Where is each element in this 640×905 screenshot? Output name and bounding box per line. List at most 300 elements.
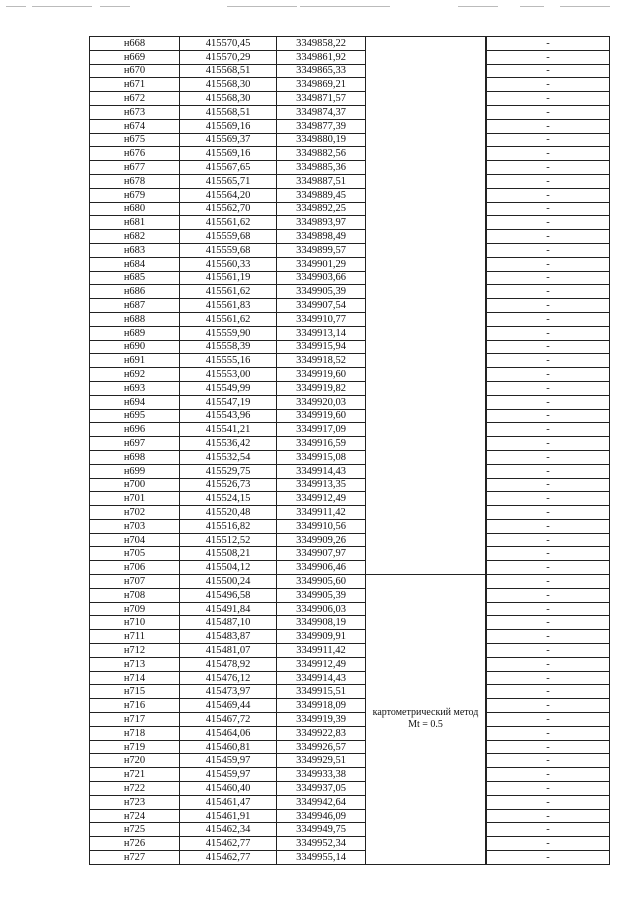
coordinate-x-cell: 415570,29: [180, 50, 277, 64]
coordinate-y-cell: 3349889,45: [277, 188, 366, 202]
point-name-cell: н715: [90, 685, 180, 699]
coordinate-y-cell: 3349952,34: [277, 837, 366, 851]
coordinate-y-cell: 3349882,56: [277, 147, 366, 161]
coordinate-y-cell: 3349901,29: [277, 257, 366, 271]
coordinate-x-cell: 415504,12: [180, 561, 277, 575]
coordinate-x-cell: 415481,07: [180, 644, 277, 658]
point-name-cell: н678: [90, 174, 180, 188]
coordinate-x-cell: 415487,10: [180, 616, 277, 630]
table-row: [90, 561, 610, 575]
dash-cell: -: [487, 188, 610, 202]
coordinate-y-cell: 3349915,08: [277, 450, 366, 464]
coordinate-y-cell: 3349906,46: [277, 561, 366, 575]
dash-cell: -: [487, 616, 610, 630]
table-row: [90, 119, 610, 133]
dash-cell: -: [487, 216, 610, 230]
point-name-cell: н710: [90, 616, 180, 630]
dash-cell: -: [487, 754, 610, 768]
table-row: [90, 685, 610, 699]
point-name-cell: н724: [90, 809, 180, 823]
coordinate-x-cell: 415459,97: [180, 754, 277, 768]
coordinate-y-cell: 3349880,19: [277, 133, 366, 147]
coordinate-x-cell: 415570,45: [180, 37, 277, 51]
point-name-cell: н721: [90, 768, 180, 782]
point-name-cell: н707: [90, 575, 180, 589]
coordinate-y-cell: 3349918,09: [277, 699, 366, 713]
coordinate-y-cell: 3349858,22: [277, 37, 366, 51]
point-name-cell: н700: [90, 478, 180, 492]
coordinate-y-cell: 3349861,92: [277, 50, 366, 64]
coordinate-x-cell: 415529,75: [180, 464, 277, 478]
point-name-cell: н714: [90, 671, 180, 685]
point-name-cell: н680: [90, 202, 180, 216]
coordinate-x-cell: 415512,52: [180, 533, 277, 547]
point-name-cell: н672: [90, 92, 180, 106]
table-row: [90, 50, 610, 64]
table-row: [90, 368, 610, 382]
coordinate-y-cell: 3349874,37: [277, 105, 366, 119]
table-row: [90, 202, 610, 216]
dash-cell: -: [487, 602, 610, 616]
point-name-cell: н706: [90, 561, 180, 575]
coordinate-x-cell: 415476,12: [180, 671, 277, 685]
coordinate-y-cell: 3349920,03: [277, 395, 366, 409]
table-row: [90, 326, 610, 340]
table-row: [90, 437, 610, 451]
dash-cell: -: [487, 795, 610, 809]
coordinate-x-cell: 415568,51: [180, 64, 277, 78]
coordinate-x-cell: 415524,15: [180, 492, 277, 506]
coordinate-y-cell: 3349869,21: [277, 78, 366, 92]
dash-cell: -: [487, 409, 610, 423]
coordinate-y-cell: 3349907,97: [277, 547, 366, 561]
point-name-cell: н679: [90, 188, 180, 202]
coordinate-x-cell: 415567,65: [180, 161, 277, 175]
coordinate-x-cell: 415564,20: [180, 188, 277, 202]
dash-cell: -: [487, 464, 610, 478]
point-name-cell: н718: [90, 726, 180, 740]
dash-cell: -: [487, 133, 610, 147]
table-row: [90, 768, 610, 782]
point-name-cell: н720: [90, 754, 180, 768]
table-row: [90, 216, 610, 230]
table-row: [90, 340, 610, 354]
table-row: [90, 299, 610, 313]
coordinate-y-cell: 3349937,05: [277, 782, 366, 796]
coordinate-y-cell: 3349919,82: [277, 381, 366, 395]
dash-cell: -: [487, 326, 610, 340]
dash-cell: -: [487, 257, 610, 271]
table-row: [90, 243, 610, 257]
table-row: [90, 726, 610, 740]
table-row: [90, 851, 610, 865]
coordinate-x-cell: 415536,42: [180, 437, 277, 451]
point-name-cell: н676: [90, 147, 180, 161]
dash-cell: -: [487, 299, 610, 313]
dash-cell: -: [487, 837, 610, 851]
table-row: [90, 837, 610, 851]
point-name-cell: н692: [90, 368, 180, 382]
coordinate-y-cell: 3349907,54: [277, 299, 366, 313]
coordinate-x-cell: 415559,68: [180, 243, 277, 257]
coordinate-y-cell: 3349914,43: [277, 464, 366, 478]
point-name-cell: н685: [90, 271, 180, 285]
coordinate-x-cell: 415496,58: [180, 588, 277, 602]
dash-cell: -: [487, 174, 610, 188]
point-name-cell: н725: [90, 823, 180, 837]
coordinate-x-cell: 415561,83: [180, 299, 277, 313]
point-name-cell: н716: [90, 699, 180, 713]
dash-cell: -: [487, 368, 610, 382]
coordinate-y-cell: 3349913,35: [277, 478, 366, 492]
dash-cell: -: [487, 50, 610, 64]
coordinate-y-cell: 3349905,60: [277, 575, 366, 589]
dash-cell: -: [487, 450, 610, 464]
table-row: [90, 230, 610, 244]
dash-cell: -: [487, 726, 610, 740]
coordinate-x-cell: 415569,16: [180, 147, 277, 161]
dash-cell: -: [487, 630, 610, 644]
point-name-cell: н683: [90, 243, 180, 257]
coordinate-x-cell: 415569,16: [180, 119, 277, 133]
point-name-cell: н675: [90, 133, 180, 147]
dash-cell: -: [487, 78, 610, 92]
dash-cell: -: [487, 92, 610, 106]
dash-cell: -: [487, 851, 610, 865]
coordinate-x-cell: 415460,81: [180, 740, 277, 754]
scan-header-marks: [0, 0, 640, 14]
coordinate-x-cell: 415462,77: [180, 851, 277, 865]
coordinate-y-cell: 3349909,26: [277, 533, 366, 547]
point-name-cell: н669: [90, 50, 180, 64]
coordinates-table: [89, 36, 610, 865]
point-name-cell: н677: [90, 161, 180, 175]
point-name-cell: н717: [90, 713, 180, 727]
coordinate-x-cell: 415516,82: [180, 519, 277, 533]
table-row: [90, 271, 610, 285]
coordinate-y-cell: 3349915,51: [277, 685, 366, 699]
dash-cell: -: [487, 768, 610, 782]
coordinate-x-cell: 415459,97: [180, 768, 277, 782]
coordinate-y-cell: 3349903,66: [277, 271, 366, 285]
coordinate-x-cell: 415469,44: [180, 699, 277, 713]
dash-cell: -: [487, 519, 610, 533]
coordinate-y-cell: 3349910,77: [277, 312, 366, 326]
coordinate-y-cell: 3349899,57: [277, 243, 366, 257]
point-name-cell: н668: [90, 37, 180, 51]
coordinate-x-cell: 415467,72: [180, 713, 277, 727]
coordinate-y-cell: 3349887,51: [277, 174, 366, 188]
table-row: [90, 395, 610, 409]
coordinate-x-cell: 415568,30: [180, 78, 277, 92]
coordinate-y-cell: 3349910,56: [277, 519, 366, 533]
coordinate-y-cell: 3349915,94: [277, 340, 366, 354]
dash-cell: -: [487, 671, 610, 685]
coordinate-y-cell: 3349911,42: [277, 644, 366, 658]
point-name-cell: н674: [90, 119, 180, 133]
coordinate-y-cell: 3349919,60: [277, 409, 366, 423]
coordinate-x-cell: 415561,19: [180, 271, 277, 285]
dash-cell: -: [487, 64, 610, 78]
table-row: [90, 464, 610, 478]
dash-cell: -: [487, 37, 610, 51]
dash-cell: -: [487, 243, 610, 257]
coordinate-y-cell: 3349885,36: [277, 161, 366, 175]
coordinate-x-cell: 415500,24: [180, 575, 277, 589]
table-row: [90, 478, 610, 492]
coordinate-y-cell: 3349929,51: [277, 754, 366, 768]
point-name-cell: н708: [90, 588, 180, 602]
point-name-cell: н699: [90, 464, 180, 478]
point-name-cell: н693: [90, 381, 180, 395]
coordinate-x-cell: 415561,62: [180, 216, 277, 230]
table-row: [90, 285, 610, 299]
dash-cell: -: [487, 312, 610, 326]
coordinate-y-cell: 3349917,09: [277, 423, 366, 437]
table-row: [90, 161, 610, 175]
coordinate-y-cell: 3349916,59: [277, 437, 366, 451]
table-row: [90, 644, 610, 658]
coordinate-x-cell: 415491,84: [180, 602, 277, 616]
point-name-cell: н713: [90, 657, 180, 671]
table-row: [90, 713, 610, 727]
point-name-cell: н711: [90, 630, 180, 644]
coordinate-y-cell: 3349919,39: [277, 713, 366, 727]
point-name-cell: н691: [90, 354, 180, 368]
point-name-cell: н688: [90, 312, 180, 326]
coordinate-x-cell: 415559,68: [180, 230, 277, 244]
table-row: [90, 630, 610, 644]
coordinate-y-cell: 3349911,42: [277, 506, 366, 520]
coordinate-x-cell: 415460,40: [180, 782, 277, 796]
dash-cell: -: [487, 381, 610, 395]
point-name-cell: н684: [90, 257, 180, 271]
table-row: [90, 409, 610, 423]
dash-cell: -: [487, 588, 610, 602]
coordinate-x-cell: 415541,21: [180, 423, 277, 437]
dash-cell: -: [487, 575, 610, 589]
point-name-cell: н671: [90, 78, 180, 92]
coordinate-y-cell: 3349906,03: [277, 602, 366, 616]
coordinate-x-cell: 415568,30: [180, 92, 277, 106]
coordinate-x-cell: 415569,37: [180, 133, 277, 147]
coordinate-x-cell: 415478,92: [180, 657, 277, 671]
coordinates-table-body: [90, 37, 610, 865]
dash-cell: -: [487, 230, 610, 244]
table-row: [90, 64, 610, 78]
coordinate-x-cell: 415559,90: [180, 326, 277, 340]
dash-cell: -: [487, 699, 610, 713]
table-row: [90, 450, 610, 464]
point-name-cell: н696: [90, 423, 180, 437]
dash-cell: -: [487, 506, 610, 520]
coordinate-y-cell: 3349949,75: [277, 823, 366, 837]
dash-cell: -: [487, 561, 610, 575]
dash-cell: -: [487, 147, 610, 161]
point-name-cell: н694: [90, 395, 180, 409]
coordinate-y-cell: 3349918,52: [277, 354, 366, 368]
dash-cell: -: [487, 713, 610, 727]
table-row: [90, 519, 610, 533]
table-row: [90, 754, 610, 768]
table-row: [90, 492, 610, 506]
table-row: [90, 105, 610, 119]
table-row: [90, 147, 610, 161]
table-row: [90, 533, 610, 547]
dash-cell: -: [487, 740, 610, 754]
point-name-cell: н673: [90, 105, 180, 119]
coordinate-x-cell: 415553,00: [180, 368, 277, 382]
table-row: [90, 782, 610, 796]
table-row: [90, 506, 610, 520]
table-row: [90, 174, 610, 188]
point-name-cell: н687: [90, 299, 180, 313]
table-row: [90, 657, 610, 671]
coordinate-y-cell: 3349898,49: [277, 230, 366, 244]
point-name-cell: н690: [90, 340, 180, 354]
table-row: [90, 78, 610, 92]
dash-cell: -: [487, 478, 610, 492]
dash-cell: -: [487, 340, 610, 354]
coordinate-y-cell: 3349946,09: [277, 809, 366, 823]
point-name-cell: н712: [90, 644, 180, 658]
coordinate-x-cell: 415555,16: [180, 354, 277, 368]
coordinate-y-cell: 3349871,57: [277, 92, 366, 106]
dash-cell: -: [487, 823, 610, 837]
coordinate-y-cell: 3349905,39: [277, 588, 366, 602]
point-name-cell: н698: [90, 450, 180, 464]
table-row: [90, 602, 610, 616]
table-row: [90, 37, 610, 51]
coordinate-x-cell: 415461,91: [180, 809, 277, 823]
dash-cell: -: [487, 437, 610, 451]
table-row: [90, 588, 610, 602]
table-row: [90, 188, 610, 202]
dash-cell: -: [487, 285, 610, 299]
table-row: [90, 699, 610, 713]
coordinate-x-cell: 415549,99: [180, 381, 277, 395]
coordinate-x-cell: 415562,70: [180, 202, 277, 216]
dash-cell: -: [487, 105, 610, 119]
dash-cell: -: [487, 423, 610, 437]
table-row: [90, 257, 610, 271]
table-row: [90, 809, 610, 823]
dash-cell: -: [487, 657, 610, 671]
coordinate-x-cell: 415561,62: [180, 312, 277, 326]
dash-cell: -: [487, 119, 610, 133]
coordinate-y-cell: 3349914,43: [277, 671, 366, 685]
coordinate-x-cell: 415568,51: [180, 105, 277, 119]
coordinate-x-cell: 415462,34: [180, 823, 277, 837]
point-name-cell: н704: [90, 533, 180, 547]
point-name-cell: н703: [90, 519, 180, 533]
point-name-cell: н697: [90, 437, 180, 451]
table-row: [90, 575, 610, 589]
table-row: [90, 740, 610, 754]
coordinate-x-cell: 415547,19: [180, 395, 277, 409]
coordinate-x-cell: 415464,06: [180, 726, 277, 740]
coordinate-x-cell: 415543,96: [180, 409, 277, 423]
point-name-cell: н689: [90, 326, 180, 340]
dash-cell: -: [487, 809, 610, 823]
coordinate-x-cell: 415508,21: [180, 547, 277, 561]
coordinate-x-cell: 415520,48: [180, 506, 277, 520]
coordinate-y-cell: 3349942,64: [277, 795, 366, 809]
coordinate-x-cell: 415483,87: [180, 630, 277, 644]
table-row: [90, 671, 610, 685]
point-name-cell: н723: [90, 795, 180, 809]
coordinate-y-cell: 3349877,39: [277, 119, 366, 133]
point-name-cell: н719: [90, 740, 180, 754]
coordinate-y-cell: 3349912,49: [277, 657, 366, 671]
point-name-cell: н702: [90, 506, 180, 520]
method-cell: картометрический метод Mt = 0.5: [366, 575, 486, 865]
dash-cell: -: [487, 395, 610, 409]
coordinate-x-cell: 415561,62: [180, 285, 277, 299]
point-name-cell: н722: [90, 782, 180, 796]
point-name-cell: н682: [90, 230, 180, 244]
dash-cell: -: [487, 161, 610, 175]
point-name-cell: н727: [90, 851, 180, 865]
table-row: [90, 423, 610, 437]
coordinate-y-cell: 3349865,33: [277, 64, 366, 78]
coordinate-x-cell: 415565,71: [180, 174, 277, 188]
table-row: [90, 547, 610, 561]
table-row: [90, 133, 610, 147]
dash-cell: -: [487, 271, 610, 285]
table-row: [90, 354, 610, 368]
dash-cell: -: [487, 547, 610, 561]
coordinate-y-cell: 3349919,60: [277, 368, 366, 382]
method-cell-upper: [366, 37, 486, 575]
dash-cell: -: [487, 685, 610, 699]
coordinate-x-cell: 415462,77: [180, 837, 277, 851]
point-name-cell: н681: [90, 216, 180, 230]
table-row: [90, 381, 610, 395]
table-row: [90, 795, 610, 809]
coordinate-y-cell: 3349893,97: [277, 216, 366, 230]
point-name-cell: н701: [90, 492, 180, 506]
coordinate-y-cell: 3349955,14: [277, 851, 366, 865]
coordinate-x-cell: 415473,97: [180, 685, 277, 699]
coordinate-y-cell: 3349909,91: [277, 630, 366, 644]
point-name-cell: н705: [90, 547, 180, 561]
coordinate-x-cell: 415526,73: [180, 478, 277, 492]
coordinate-y-cell: 3349912,49: [277, 492, 366, 506]
coordinate-x-cell: 415461,47: [180, 795, 277, 809]
coordinate-y-cell: 3349892,25: [277, 202, 366, 216]
dash-cell: -: [487, 354, 610, 368]
dash-cell: -: [487, 644, 610, 658]
dash-cell: -: [487, 202, 610, 216]
coordinate-y-cell: 3349913,14: [277, 326, 366, 340]
table-row: [90, 312, 610, 326]
coordinate-y-cell: 3349905,39: [277, 285, 366, 299]
coordinate-y-cell: 3349933,38: [277, 768, 366, 782]
table-row: [90, 823, 610, 837]
table-row: [90, 616, 610, 630]
dash-cell: -: [487, 492, 610, 506]
coordinate-y-cell: 3349908,19: [277, 616, 366, 630]
point-name-cell: н726: [90, 837, 180, 851]
point-name-cell: н695: [90, 409, 180, 423]
coordinate-y-cell: 3349926,57: [277, 740, 366, 754]
dash-cell: -: [487, 782, 610, 796]
point-name-cell: н686: [90, 285, 180, 299]
dash-cell: -: [487, 533, 610, 547]
table-row: [90, 92, 610, 106]
coordinate-x-cell: 415532,54: [180, 450, 277, 464]
